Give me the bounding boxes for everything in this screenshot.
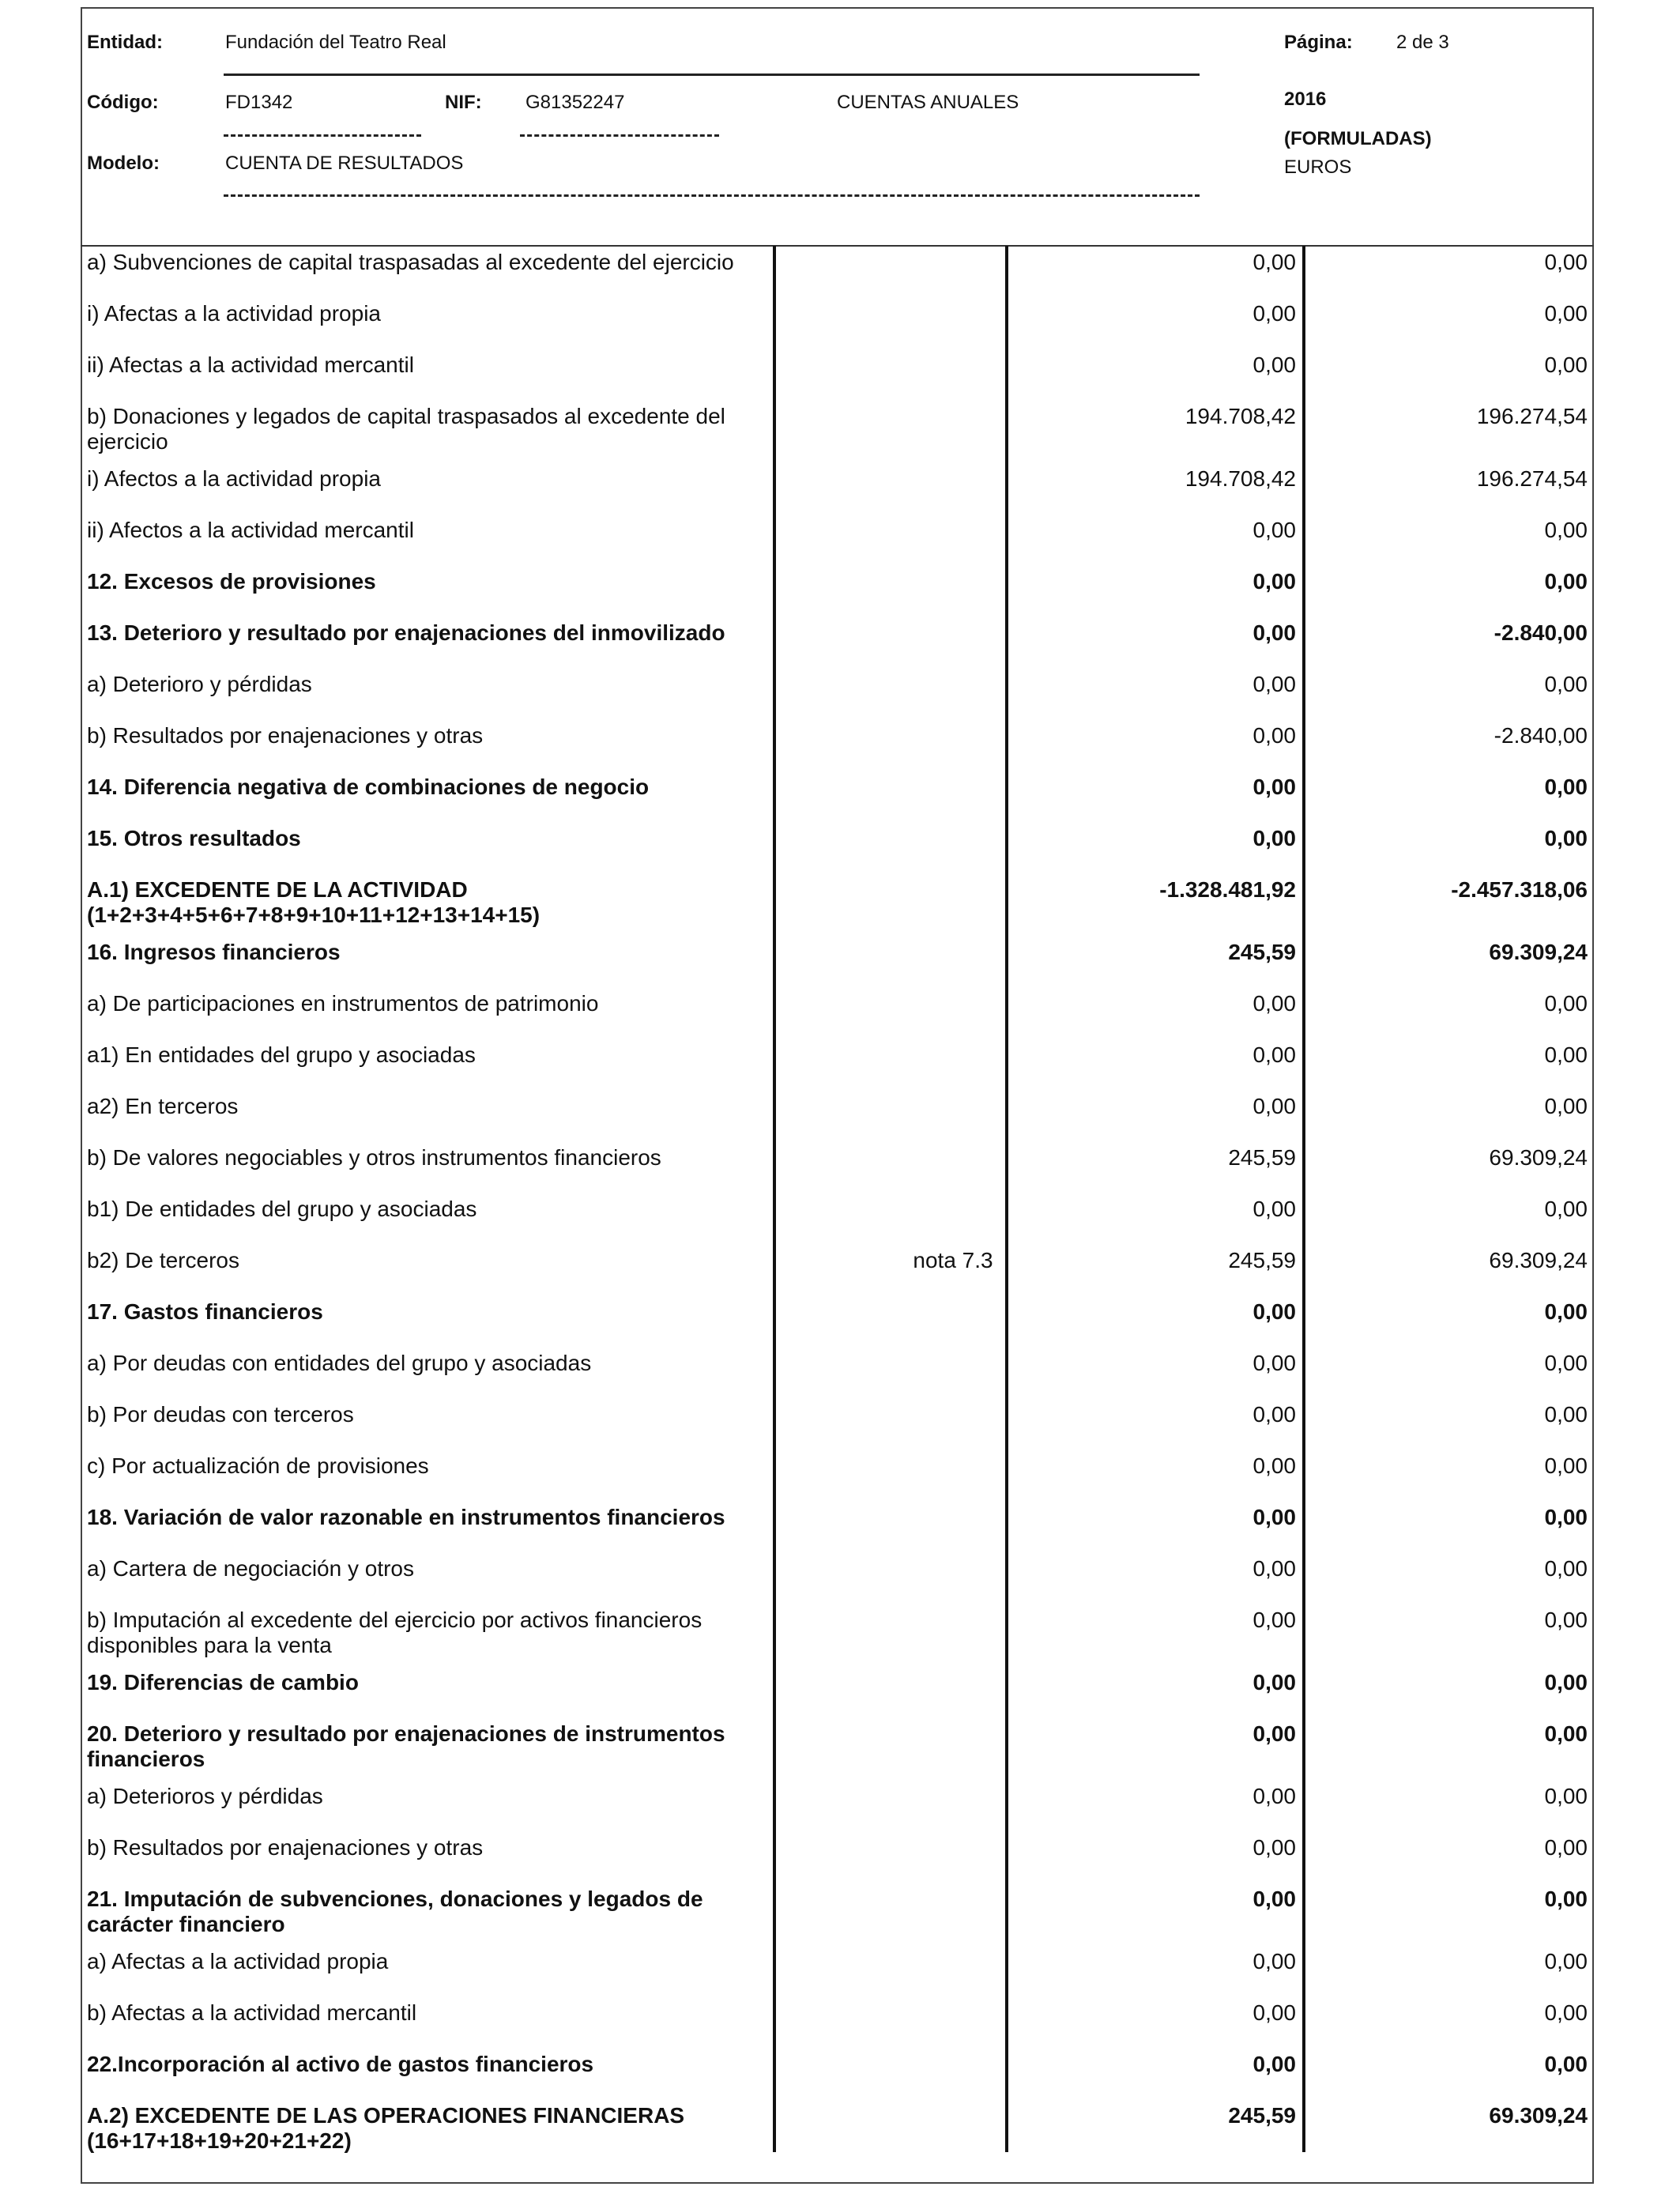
row-label: a) Deterioros y pérdidas [87,1784,323,1808]
entidad-value: Fundación del Teatro Real [225,32,446,53]
row-value-previous: 0,00 [1544,250,1588,274]
row-value-previous: -2.840,00 [1494,723,1588,748]
row-value-current: -1.328.481,92 [1159,877,1296,902]
row-value-previous: 0,00 [1544,1670,1588,1695]
row-value-current: 0,00 [1252,1094,1296,1118]
row-label: b) Resultados por enajenaciones y otras [87,723,484,748]
row-value-current: 0,00 [1252,672,1296,696]
row-value-current: 245,59 [1228,1248,1296,1272]
row-value-current: 0,00 [1252,301,1296,326]
row-label: a) Subvenciones de capital traspasadas al excedente del ejercicio [87,250,734,274]
row-label: 14. Diferencia negativa de combinaciones de negocio [87,775,650,799]
row-value-current: 0,00 [1252,569,1296,594]
pagina-value: 2 de 3 [1396,32,1449,53]
row-value-previous: 0,00 [1544,1299,1588,1324]
row-value-previous: 0,00 [1544,1505,1588,1529]
row-value-current: 0,00 [1252,250,1296,274]
table-row [84,1142,1592,1193]
row-value-previous: 0,00 [1544,775,1588,799]
row-value-current: 0,00 [1252,2000,1296,2025]
row-value-previous: 196.274,54 [1476,404,1588,428]
table-row [84,515,1592,566]
table-row [84,1832,1592,1883]
nif-value: G81352247 [525,92,625,113]
row-value-previous: 0,00 [1544,569,1588,594]
row-label: i) Afectos a la actividad propia [87,466,381,491]
row-value-current: 0,00 [1252,1784,1296,1808]
currency: EUROS [1284,156,1352,178]
table-row [84,771,1592,823]
row-value-current: 0,00 [1252,1949,1296,1973]
row-label: a) Por deudas con entidades del grupo y asociadas [87,1351,592,1375]
row-value-current: 0,00 [1252,518,1296,542]
row-label: b) Por deudas con terceros [87,1402,354,1427]
row-label: 17. Gastos financieros [87,1299,323,1324]
table-row [84,988,1592,1039]
row-value-current: 0,00 [1252,1670,1296,1695]
row-label: b2) De terceros [87,1248,239,1272]
row-label: c) Por actualización de provisiones [87,1453,429,1478]
modelo-label: Modelo: [87,153,160,174]
row-label: b1) De entidades del grupo y asociadas [87,1197,477,1221]
row-value-previous: 0,00 [1544,1094,1588,1118]
table-row [84,1193,1592,1245]
row-label: ii) Afectos a la actividad mercantil [87,518,414,542]
row-value-current: 0,00 [1252,1351,1296,1375]
table-row [84,349,1592,401]
table-row [84,1502,1592,1553]
row-label: 22.Incorporación al activo de gastos financieros [87,2052,594,2076]
row-value-current: 0,00 [1252,1835,1296,1860]
row-value-previous: 0,00 [1544,1453,1588,1478]
row-value-current: 0,00 [1252,1887,1296,1911]
row-value-previous: 0,00 [1544,1721,1588,1746]
row-value-current: 0,00 [1252,352,1296,377]
row-value-current: 0,00 [1252,1505,1296,1529]
codigo-value: FD1342 [225,92,293,113]
row-label: 18. Variación de valor razonable en instrumentos financieros [87,1505,725,1529]
row-value-current: 0,00 [1252,1453,1296,1478]
row-value-previous: 0,00 [1544,1556,1588,1581]
row-value-current: 0,00 [1252,1197,1296,1221]
row-value-current: 0,00 [1252,1042,1296,1067]
table-row [84,1245,1592,1296]
header-rule [224,74,1200,76]
nif-label: NIF: [445,92,482,113]
row-value-previous: 0,00 [1544,301,1588,326]
table-row [84,1348,1592,1399]
row-value-previous: 0,00 [1544,2000,1588,2025]
row-value-current: 245,59 [1228,2103,1296,2128]
table-row [84,1553,1592,1604]
row-value-previous: 69.309,24 [1489,2103,1588,2128]
table-row [84,2049,1592,2100]
row-label: 13. Deterioro y resultado por enajenaciones del inmovilizado [87,620,725,645]
row-value-previous: 0,00 [1544,1784,1588,1808]
row-value-current: 0,00 [1252,826,1296,850]
table-row [84,1296,1592,1348]
codigo-underline [224,134,421,137]
row-label: b) Donaciones y legados de capital traspasados al excedente del ejercicio [87,404,725,454]
row-label: i) Afectas a la actividad propia [87,301,381,326]
row-note: nota 7.3 [913,1248,993,1272]
year: 2016 [1284,89,1327,110]
row-label: b) De valores negociables y otros instrumentos financieros [87,1145,661,1170]
table-row [84,298,1592,349]
row-value-previous: 69.309,24 [1489,940,1588,964]
row-value-previous: 0,00 [1544,352,1588,377]
table-row [84,1946,1592,1997]
row-value-current: 194.708,42 [1185,404,1296,428]
table-row [84,247,1592,298]
row-value-current: 0,00 [1252,1299,1296,1324]
row-label: a) Deterioro y pérdidas [87,672,312,696]
pagina-label: Página: [1284,32,1353,53]
row-value-previous: 0,00 [1544,518,1588,542]
table-row [84,463,1592,515]
row-label: 19. Diferencias de cambio [87,1670,359,1695]
row-value-current: 0,00 [1252,723,1296,748]
row-value-current: 194.708,42 [1185,466,1296,491]
table-row [84,874,1592,937]
table-row [84,1667,1592,1718]
row-value-current: 0,00 [1252,2052,1296,2076]
row-label: 16. Ingresos financieros [87,940,341,964]
table-row [84,2100,1592,2162]
table-row [84,823,1592,874]
modelo-value: CUENTA DE RESULTADOS [225,153,464,174]
row-value-current: 0,00 [1252,1608,1296,1632]
table-row [84,566,1592,617]
row-label: 20. Deterioro y resultado por enajenaciones de instrumentos financieros [87,1721,725,1771]
row-value-previous: 0,00 [1544,1402,1588,1427]
table-row [84,720,1592,771]
table-row [84,1781,1592,1832]
row-value-current: 0,00 [1252,991,1296,1016]
table-row [84,1039,1592,1091]
row-value-previous: 0,00 [1544,1835,1588,1860]
row-value-current: 0,00 [1252,1402,1296,1427]
entidad-label: Entidad: [87,32,163,53]
codigo-label: Código: [87,92,159,113]
table-row [84,1399,1592,1450]
row-value-previous: 0,00 [1544,1608,1588,1632]
row-value-previous: 0,00 [1544,1042,1588,1067]
row-value-previous: 0,00 [1544,1351,1588,1375]
row-label: a2) En terceros [87,1094,239,1118]
row-value-previous: 0,00 [1544,1949,1588,1973]
row-value-current: 0,00 [1252,775,1296,799]
row-value-previous: -2.457.318,06 [1451,877,1588,902]
row-label: a) Cartera de negociación y otros [87,1556,414,1581]
table-row [84,1091,1592,1142]
table-row [84,669,1592,720]
row-label: 12. Excesos de provisiones [87,569,376,594]
row-label: A.2) EXCEDENTE DE LAS OPERACIONES FINANCIERAS (16+17+18+19+20+21+22) [87,2103,685,2153]
table-row [84,1450,1592,1502]
row-label: 21. Imputación de subvenciones, donaciones y legados de carácter financiero [87,1887,703,1936]
row-label: b) Resultados por enajenaciones y otras [87,1835,484,1860]
row-value-previous: 0,00 [1544,1197,1588,1221]
table-row [84,1997,1592,2049]
row-label: A.1) EXCEDENTE DE LA ACTIVIDAD (1+2+3+4+5+6+7+8+9+10+11+12+13+14+15) [87,877,541,927]
row-label: a1) En entidades del grupo y asociadas [87,1042,476,1067]
row-label: b) Imputación al excedente del ejercicio por activos financieros disponibles para la venta [87,1608,703,1657]
table-row [84,1718,1592,1781]
row-value-previous: 196.274,54 [1476,466,1588,491]
table-row [84,617,1592,669]
row-value-current: 245,59 [1228,940,1296,964]
row-value-previous: 0,00 [1544,1887,1588,1911]
row-value-previous: 0,00 [1544,2052,1588,2076]
modelo-underline [224,194,1200,197]
table-row [84,1883,1592,1946]
row-value-previous: -2.840,00 [1494,620,1588,645]
row-value-current: 0,00 [1252,1721,1296,1746]
row-label: 15. Otros resultados [87,826,301,850]
row-value-current: 0,00 [1252,620,1296,645]
row-label: a) De participaciones en instrumentos de patrimonio [87,991,599,1016]
row-value-previous: 0,00 [1544,826,1588,850]
table-row [84,937,1592,988]
row-label: a) Afectas a la actividad propia [87,1949,389,1973]
row-value-previous: 0,00 [1544,672,1588,696]
row-value-current: 0,00 [1252,1556,1296,1581]
row-value-current: 245,59 [1228,1145,1296,1170]
row-label: ii) Afectas a la actividad mercantil [87,352,414,377]
doc-type: CUENTAS ANUALES [837,92,1019,113]
row-value-previous: 0,00 [1544,991,1588,1016]
row-label: b) Afectas a la actividad mercantil [87,2000,417,2025]
nif-underline [520,134,719,137]
results-table [84,247,1592,2162]
table-row [84,401,1592,463]
row-value-previous: 69.309,24 [1489,1145,1588,1170]
row-value-previous: 69.309,24 [1489,1248,1588,1272]
status: (FORMULADAS) [1284,128,1432,149]
table-row [84,1604,1592,1667]
